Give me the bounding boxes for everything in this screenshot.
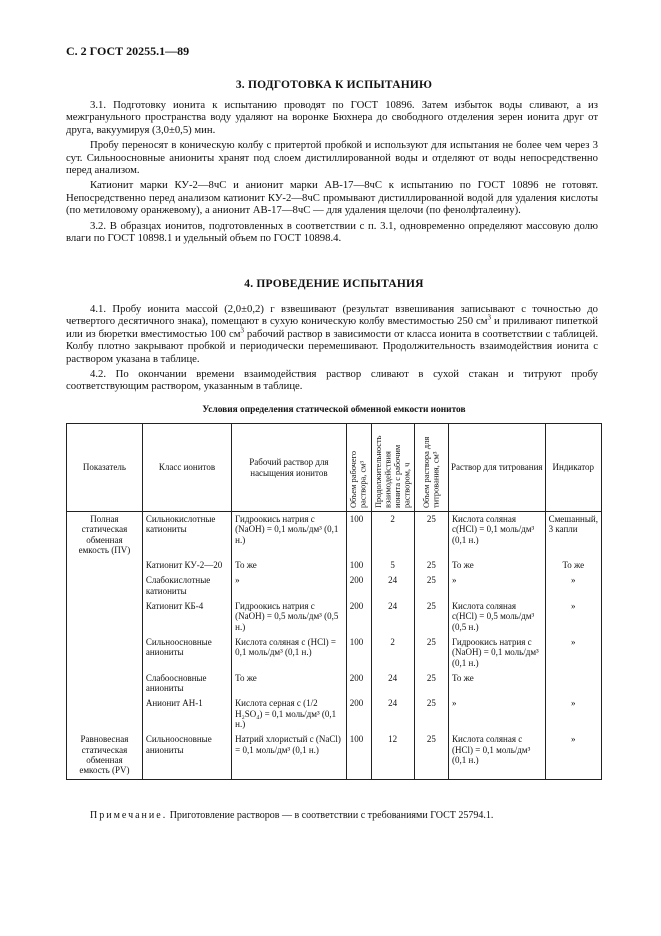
paragraph-3-1-cont2: Катионит марки КУ-2—8чС и анионит марки АВ-17—8чС к испытанию по ГОСТ 10896 не готовят. Непосредственно перед анализом катионит КУ-2—8чС промывают дистиллированной водой для удаления кислоты (по метиловому оранжевому), а анионит АВ-17—8чС — для удаления щелочи (по фенолфталеину). (66, 179, 598, 217)
note-text: Приготовление растворов — в соответствии с требованиями ГОСТ 25794.1. (167, 810, 494, 821)
table-row (67, 671, 602, 697)
paragraph-4-2: 4.2. По окончании времени взаимодействия раствор сливают в сухой стакан и титруют пробу соответствующим раствором, указанным в таблице. (66, 368, 598, 393)
cell-duration: 2 (371, 635, 414, 671)
cell-titr: » (449, 696, 546, 732)
section-4-body (66, 303, 598, 393)
cell-titr: То же (449, 558, 546, 573)
cell-volume: 100 (346, 732, 371, 779)
table-row (67, 696, 602, 732)
cell-duration: 24 (371, 573, 414, 599)
header-duration: Продолжительность взаимодействия ионита с рабочим раствором, ч (371, 424, 414, 512)
table-note (90, 810, 493, 821)
cell-ind: То же (545, 558, 601, 573)
cell-solution: » (232, 573, 347, 599)
cell-duration: 5 (371, 558, 414, 573)
cell-class: Анионит АН-1 (142, 696, 231, 732)
cell-volume: 100 (346, 512, 371, 559)
cell-titr-volume: 25 (414, 558, 448, 573)
section-3-body (66, 99, 598, 244)
cell-duration: 12 (371, 732, 414, 779)
cell-titr: Гидроокись натрия c (NaOH) = 0,1 моль/дм³ (0,1 н.) (449, 635, 546, 671)
cell-solution: Кислота соляная c (HCl) = 0,1 моль/дм³ (0,1 н.) (232, 635, 347, 671)
cell-volume: 100 (346, 558, 371, 573)
table-row (67, 732, 602, 779)
header-indicator2: Индикатор (545, 424, 601, 512)
cell-solution: То же (232, 671, 347, 697)
cell-ind: Смешанный, 3 капли (545, 512, 601, 559)
header-titr-solution: Раствор для титрования (449, 424, 546, 512)
cell-solution: Гидроокись натрия c (NaOH) = 0,5 моль/дм³ (0,5 н.) (232, 599, 347, 635)
cell-class: Сильнокислотные катиониты (142, 512, 231, 559)
cell-titr-volume: 25 (414, 512, 448, 559)
cell-ind (545, 671, 601, 697)
table-caption: Условия определения статической обменной емкости ионитов (202, 405, 466, 415)
cell-solution: То же (232, 558, 347, 573)
cell-duration: 24 (371, 671, 414, 697)
cell-titr: » (449, 573, 546, 599)
note-label: Примечание. (90, 810, 168, 821)
cell-volume: 100 (346, 635, 371, 671)
cell-class: Катионит КБ-4 (142, 599, 231, 635)
paragraph-3-1-cont: Пробу переносят в коническую колбу с притертой пробкой и используют для испытания не более чем через 3 сут. Сильноосновные аниониты хранят под слоем дистиллированной воды и отделяют от воды непосредственно перед анализом. (66, 139, 598, 177)
cell-ind: » (545, 732, 601, 779)
cell-titr-volume: 25 (414, 696, 448, 732)
cell-titr: Кислота соляная c(HCl) = 0,5 моль/дм³ (0,5 н.) (449, 599, 546, 635)
page-header: С. 2 ГОСТ 20255.1—89 (66, 44, 190, 58)
section-3-title: 3. ПОДГОТОВКА К ИСПЫТАНИЮ (235, 79, 433, 91)
cell-class: Катионит КУ-2—20 (142, 558, 231, 573)
cell-titr: Кислота соляная c (HCl) = 0,1 моль/дм³ (0,1 н.) (449, 732, 546, 779)
cell-solution: Кислота серная c (1/2 H₂SO₄) = 0,1 моль/дм³ (0,1 н.) (232, 696, 347, 732)
table-row (67, 558, 602, 573)
cell-indicator (67, 635, 143, 671)
cell-ind: » (545, 635, 601, 671)
cell-class: Слабоосновные аниониты (142, 671, 231, 697)
header-volume: Объем рабочего раствора, см³ (346, 424, 371, 512)
table-row (67, 635, 602, 671)
cell-indicator: Полная статическая обменная емкость (ПV) (67, 512, 143, 559)
table-row (67, 573, 602, 599)
cell-titr-volume: 25 (414, 573, 448, 599)
cell-duration: 24 (371, 599, 414, 635)
cell-titr: Кислота соляная c(HCl) = 0,1 моль/дм³ (0,1 н.) (449, 512, 546, 559)
table-header-row (67, 424, 602, 512)
cell-volume: 200 (346, 696, 371, 732)
cell-ind: » (545, 599, 601, 635)
cell-indicator (67, 696, 143, 732)
paragraph-3-1: 3.1. Подготовку ионита к испытанию проводят по ГОСТ 10896. Затем избыток воды сливают, а из межгранульного пространства воду удаляют на воронке Бюхнера до свободного отделения зерен ионита друг от друга, вакуумируя (3,0±0,5) мин. (66, 99, 598, 136)
cell-titr: То же (449, 671, 546, 697)
cell-titr-volume: 25 (414, 599, 448, 635)
cell-solution: Натрий хлористый c (NaCl) = 0,1 моль/дм³ (0,1 н.) (232, 732, 347, 779)
cell-duration: 2 (371, 512, 414, 559)
cell-ind: » (545, 573, 601, 599)
cell-duration: 24 (371, 696, 414, 732)
cell-titr-volume: 25 (414, 732, 448, 779)
cell-volume: 200 (346, 573, 371, 599)
cell-volume: 200 (346, 599, 371, 635)
cell-class: Слабокислотные катиониты (142, 573, 231, 599)
section-4-title: 4. ПРОВЕДЕНИЕ ИСПЫТАНИЯ (244, 278, 424, 290)
header-work-solution: Рабочий раствор для насыщения ионитов (232, 424, 347, 512)
cell-titr-volume: 25 (414, 671, 448, 697)
cell-indicator (67, 599, 143, 635)
table-row (67, 512, 602, 559)
cell-indicator (67, 573, 143, 599)
cell-ind: » (545, 696, 601, 732)
cell-volume: 200 (346, 671, 371, 697)
header-titr-volume: Объем раствора для титрования, см³ (414, 424, 448, 512)
cell-class: Сильноосновные аниониты (142, 732, 231, 779)
conditions-table (66, 423, 602, 780)
header-class: Класс ионитов (142, 424, 231, 512)
table-row (67, 599, 602, 635)
cell-solution: Гидроокись натрия c (NaOH) = 0,1 моль/дм³ (0,1 н.) (232, 512, 347, 559)
cell-indicator (67, 558, 143, 573)
cell-indicator (67, 671, 143, 697)
paragraph-3-2: 3.2. В образцах ионитов, подготовленных в соответствии с п. 3.1, одновременно определяют массовую долю влаги по ГОСТ 10898.1 и удельный объем по ГОСТ 10898.4. (66, 219, 598, 245)
cell-indicator: Равновесная статическая обменная емкость (РV) (67, 732, 143, 779)
cell-class: Сильноосновные аниониты (142, 635, 231, 671)
header-indicator: Показатель (67, 424, 143, 512)
cell-titr-volume: 25 (414, 635, 448, 671)
paragraph-4-1: 4.1. Пробу ионита массой (2,0±0,2) г взвешивают (результат взвешивания записывают с точностью до четвертого десятичного знака), помещают в сухую коническую колбу вместимостью 250 $см^3$ и приливают пипеткой или из бюретки вместимостью 100 $см^3$ рабочий раствор в зависимости от класса ионита в соответствии с таблицей. Колбу плотно закрывают пробкой и периодически перемешивают. Продолжительность взаимодействия ионита с раствором указана в таблице. (66, 303, 598, 365)
